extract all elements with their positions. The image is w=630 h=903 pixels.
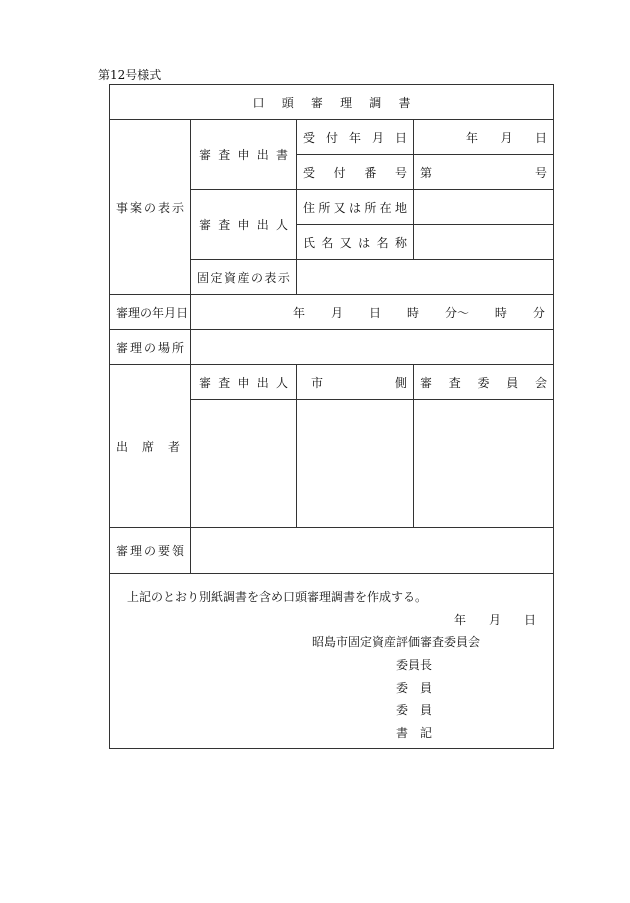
- glyph: 者: [167, 439, 180, 454]
- asset-value[interactable]: [297, 260, 554, 295]
- attendee-committee-cell[interactable]: [414, 400, 554, 528]
- attendee-committee-header: [414, 365, 554, 400]
- glyph: 申: [237, 375, 250, 390]
- glyph: 受: [303, 130, 316, 145]
- oral-hearing-record-form: [109, 84, 554, 749]
- glyph: 書: [396, 726, 409, 740]
- glyph: 員: [419, 681, 432, 695]
- glyph: 出: [256, 375, 269, 390]
- glyph: 申: [237, 148, 250, 162]
- glyph: 審: [420, 375, 433, 390]
- glyph: の: [140, 305, 153, 320]
- glyph: の: [143, 340, 156, 355]
- received-number-label: [297, 155, 414, 190]
- glyph: 又: [339, 235, 352, 250]
- glyph: 書: [398, 95, 411, 110]
- glyph: 日: [176, 305, 189, 320]
- glyph: 付: [325, 130, 338, 145]
- glyph: 月: [488, 613, 501, 627]
- glyph: 理: [340, 95, 353, 110]
- glyph: 事: [116, 200, 129, 215]
- glyph: の: [143, 544, 156, 558]
- address-value[interactable]: [414, 190, 554, 225]
- case-label: [110, 120, 191, 295]
- hearing-date-value[interactable]: [191, 295, 554, 330]
- chair-label: 委員長: [396, 658, 433, 672]
- glyph: 市: [311, 375, 324, 390]
- glyph: 領: [171, 544, 184, 558]
- footer-section: [110, 574, 554, 749]
- glyph: 固: [197, 270, 210, 285]
- glyph: 出: [256, 148, 269, 162]
- glyph: 名: [321, 235, 334, 250]
- glyph: 側: [394, 375, 407, 390]
- glyph: 年: [293, 305, 306, 320]
- received-date-value[interactable]: [414, 120, 554, 155]
- glyph: 月: [164, 305, 177, 320]
- glyph: 所: [364, 200, 377, 215]
- glyph: 員: [506, 375, 519, 390]
- attendee-applicant-cell[interactable]: [191, 400, 297, 528]
- applicant-label: [191, 190, 297, 260]
- member-label-1: [396, 679, 432, 696]
- glyph: 時: [494, 305, 507, 320]
- glyph: 査: [218, 218, 231, 232]
- clerk-label: [396, 724, 432, 741]
- glyph: 審: [199, 218, 212, 232]
- hearing-place-value[interactable]: [191, 330, 554, 365]
- glyph: 理: [128, 305, 141, 320]
- glyph: 出: [116, 439, 129, 454]
- glyph: 人: [275, 218, 288, 232]
- glyph: 分〜: [444, 305, 469, 320]
- address-label: [297, 190, 414, 225]
- glyph: 又: [333, 200, 346, 215]
- glyph: 申: [237, 218, 250, 232]
- member-label-2: [396, 701, 432, 718]
- glyph: 出: [256, 218, 269, 232]
- glyph: 審: [116, 340, 129, 355]
- received-date-label: [297, 120, 414, 155]
- attendee-city-header: [297, 365, 414, 400]
- glyph: 審: [310, 95, 323, 110]
- glyph: 産: [237, 270, 250, 285]
- glyph: 定: [210, 270, 223, 285]
- footer-statement: 上記のとおり別紙調書を含め口頭審理調書を作成する。: [127, 590, 428, 604]
- glyph: 書: [275, 148, 288, 162]
- glyph: 頭: [281, 95, 294, 110]
- glyph: 地: [394, 200, 407, 215]
- footer-date: [454, 611, 536, 628]
- glyph: 委: [396, 703, 409, 717]
- glyph: 月: [330, 305, 343, 320]
- attendees-label: [110, 365, 191, 528]
- glyph: の: [250, 270, 263, 285]
- glyph: 委: [396, 681, 409, 695]
- glyph: 月: [371, 130, 384, 145]
- glyph: 委: [477, 375, 490, 390]
- glyph: 日: [394, 130, 407, 145]
- glyph: 審: [199, 375, 212, 390]
- glyph: 審: [116, 305, 129, 320]
- glyph: 審: [199, 148, 212, 162]
- glyph: 理: [129, 340, 142, 355]
- glyph: 号: [394, 165, 407, 180]
- glyph: 時: [406, 305, 419, 320]
- glyph: は: [348, 200, 361, 215]
- glyph: 氏: [303, 235, 316, 250]
- glyph: 査: [448, 375, 461, 390]
- glyph: 年: [152, 305, 165, 320]
- glyph: 分: [532, 305, 545, 320]
- glyph: 記: [419, 726, 432, 740]
- application-document-label: [191, 120, 297, 190]
- glyph: 年: [454, 613, 467, 627]
- glyph: 月: [500, 130, 513, 145]
- glyph: 理: [129, 544, 142, 558]
- summary-value[interactable]: [191, 528, 554, 574]
- received-number-value[interactable]: 第 号: [414, 155, 554, 190]
- glyph: 要: [157, 544, 170, 558]
- form-title: [110, 85, 554, 120]
- glyph: 会: [534, 375, 547, 390]
- hearing-place-label: [110, 330, 191, 365]
- glyph: 所: [171, 340, 184, 355]
- glyph: 口: [252, 95, 265, 110]
- glyph: 称: [394, 235, 407, 250]
- glyph: 年: [348, 130, 361, 145]
- glyph: 日: [523, 613, 536, 627]
- glyph: 調: [369, 95, 382, 110]
- glyph: 番: [364, 165, 377, 180]
- glyph: 表: [157, 200, 170, 215]
- asset-label: [191, 260, 297, 295]
- glyph: 場: [157, 340, 170, 355]
- glyph: の: [143, 200, 156, 215]
- glyph: 人: [275, 375, 288, 390]
- glyph: 示: [277, 270, 290, 285]
- glyph: 年: [466, 130, 479, 145]
- form-number: 第12号様式: [98, 68, 162, 82]
- glyph: 資: [223, 270, 236, 285]
- glyph: 名: [376, 235, 389, 250]
- glyph: 在: [379, 200, 392, 215]
- glyph: 示: [171, 200, 184, 215]
- glyph: 日: [368, 305, 381, 320]
- glyph: 所: [318, 200, 331, 215]
- glyph: 表: [264, 270, 277, 285]
- hearing-date-label: [110, 295, 191, 330]
- glyph: は: [358, 235, 371, 250]
- name-label: [297, 225, 414, 260]
- glyph: 住: [303, 200, 316, 215]
- glyph: 席: [141, 439, 154, 454]
- committee-name: 昭島市固定資産評価審査委員会: [312, 635, 481, 649]
- summary-label: [110, 528, 191, 574]
- attendee-city-cell[interactable]: [297, 400, 414, 528]
- glyph: 受: [303, 165, 316, 180]
- glyph: 付: [333, 165, 346, 180]
- attendee-applicant-header: [191, 365, 297, 400]
- glyph: 日: [534, 130, 547, 145]
- name-value[interactable]: [414, 225, 554, 260]
- glyph: 査: [218, 148, 231, 162]
- glyph: 案: [129, 200, 142, 215]
- glyph: 審: [116, 544, 129, 558]
- glyph: 査: [218, 375, 231, 390]
- glyph: 員: [419, 703, 432, 717]
